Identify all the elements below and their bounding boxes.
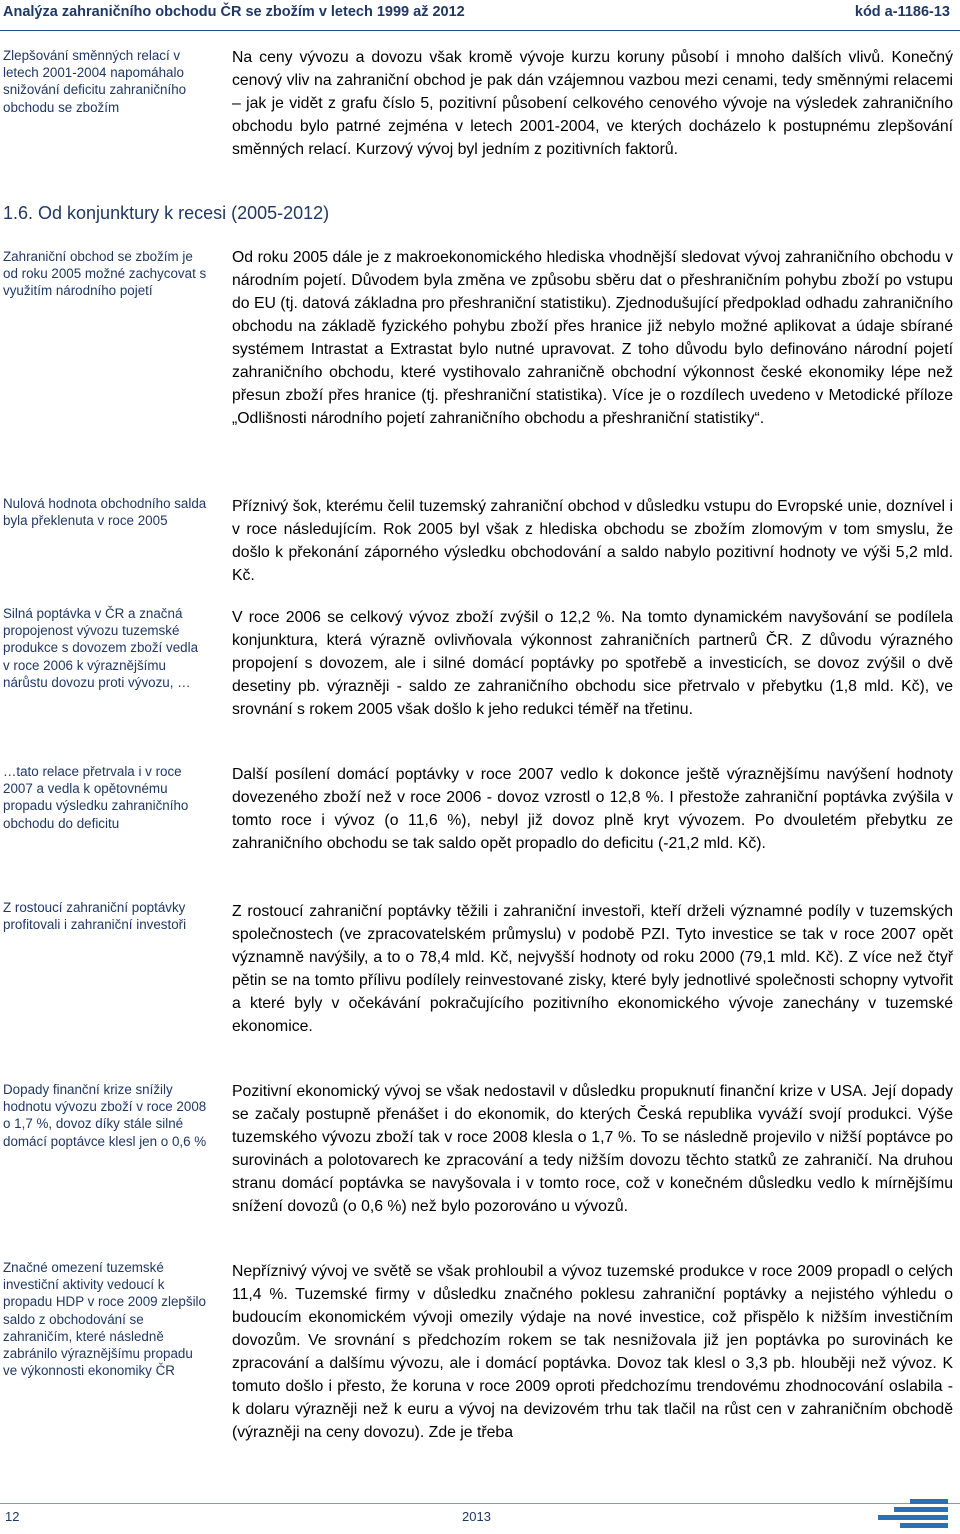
page-number: 12 (5, 1509, 20, 1524)
margin-note: Zahraniční obchod se zbožím je od roku 2005 možné zachycovat s využitím národního pojetí (3, 249, 207, 299)
body-paragraph: Od roku 2005 dále je z makroekonomického hlediska vhodnější sledovat vývoj zahraničního obchodu v národním pojetí. Důvodem byla změna ve způsobu sběru dat o přeshraničním pohybu zboží po vstupu do EU (tj. datová základna pro přeshraniční statistiku). Zjednodušující předpoklad odhadu zahraničního obchodu na základě fyzického pohybu zboží přes hranice již nebylo možné aplikovat a údaje sbírané systémem Intrastat a Extrastat bylo nutné upravovat. Z toho důvodu bylo definováno národní pojetí zahraničního obchodu, které vystihovalo zahraničně obchodní výkonnost české ekonomiky lépe než přesun zboží přes hranice (tj. přeshraniční statistika). Více je o rozdílech uvedeno v Metodické příloze „Odlišnosti národního pojetí zahraničního obchodu a přeshraniční statistiky“. (232, 249, 953, 427)
document-code: kód a-1186-13 (854, 4, 950, 20)
body-paragraph: Další posílení domácí poptávky v roce 2007 vedlo k dokonce ještě výraznějšímu navýšení hodnoty dovezeného zboží než v roce 2006 - dovoz vzrostl o 12,8 %. I přestože zahraniční poptávka zvýšila v tomto roce i vývoz (o 11,6 %), nebyl již dovoz plně kryt vývozem. Po dvouletém přebytku ze zahraničního obchodu se tak saldo opět propadlo do deficitu (-21,2 mld. Kč). (232, 766, 953, 852)
body-paragraph: V roce 2006 se celkový vývoz zboží zvýšil o 12,2 %. Na tomto dynamickém navyšování se podílela konjunktura, která výrazně ovlivňovala výkonnost zahraničních partnerů ČR. Z důvodu výrazného propojení s dovozem, ale i silné domácí poptávky po spotřebě a investicích, se dovoz zvýšil o dvě desetiny pb. výrazněji - saldo ze zahraničního obchodu sice přetrvalo v přebytku (1,8 mld. Kč), ve srovnání s rokem 2005 však došlo k jeho redukci téměř na třetinu. (232, 609, 953, 718)
page-footer (0, 1503, 960, 1534)
body-paragraph: Pozitivní ekonomický vývoj se však nedostavil v důsledku propuknutí finanční krize v USA. Její dopady se začaly postupně přenášet i do ekonomik, do kterých Česká republika vyváží svojí produkci. Výše tuzemského vývozu zboží tak v roce 2008 klesla o 1,7 %. To se následně projevilo v nižší poptávce po surovinách a polotovarech ke zpracování a tedy nižším dovozu těchto statků ze zahraničí. Na druhou stranu domácí poptávka se navyšovala i v tomto roce, což v konečném důsledku vedlo k mírnějšímu snížení dovozů (o 0,6 %) než bylo pozorováno u vývozů. (232, 1083, 953, 1215)
margin-note: Z rostoucí zahraniční poptávky profitovali i zahraniční investoři (3, 900, 187, 933)
margin-note: …tato relace přetrvala i v roce 2007 a vedla k opětovnému propadu výsledku zahraničního obchodu do deficitu (3, 764, 189, 831)
body-paragraph: Příznivý šok, kterému čelil tuzemský zahraniční obchod v důsledku vstupu do Evropské unie, doznível i v roce následujícím. Rok 2005 byl však z hlediska obchodu se zbožím zlomovým v tom smyslu, že došlo k překonání záporného výsledku obchodování a saldo nabylo pozitivní hodnoty ve výši 5,2 mld. Kč. (232, 498, 953, 584)
logo-bar (878, 1515, 948, 1520)
document-title: Analýza zahraničního obchodu ČR se zbožím v letech 1999 až 2012 (3, 4, 465, 20)
statistics-logo-icon (870, 1497, 950, 1529)
section-heading: 1.6. Od konjunktury k recesi (2005-2012) (3, 203, 330, 223)
logo-bar (900, 1523, 948, 1528)
margin-note: Nulová hodnota obchodního salda byla překlenuta v roce 2005 (3, 496, 207, 529)
margin-note: Dopady finanční krize snížily hodnotu vývozu zboží v roce 2008 o 1,7 %, dovoz díky stále silné domácí poptávce klesl jen o 0,6 % (3, 1082, 207, 1149)
logo-bar (894, 1507, 948, 1512)
footer-year: 2013 (462, 1509, 491, 1524)
logo-bar (910, 1499, 948, 1504)
margin-note: Silná poptávka v ČR a značná propojenost vývozu tuzemské produkce s dovozem zboží vedla v roce 2006 k výraznějšímu nárůstu dovozu proti vývozu, … (3, 606, 199, 690)
margin-note: Značné omezení tuzemské investiční aktivity vedoucí k propadu HDP v roce 2009 zlepšilo saldo z obchodování se zahraničím, které následně zabránilo výraznějšímu propadu ve výkonnosti ekonomiky ČR (3, 1260, 206, 1379)
margin-note: Zlepšování směnných relací v letech 2001-2004 napomáhalo snižování deficitu zahraničního obchodu se zbožím (3, 48, 187, 115)
body-paragraph: Na ceny vývozu a dovozu však kromě vývoje kurzu koruny působí i mnoho dalších vlivů. Konečný cenový vliv na zahraniční obchod je pak dán vzájemnou vazbou mezi cenami, tedy směnnými relacemi – jak je vidět z grafu číslo 5, pozitivní působení celkového cenového vývoje na výsledek zahraničního obchodu bylo patrné zejména v letech 2001-2004, ve kterých docházelo k postupnému zlepšování směnných relací. Kurzový vývoj byl jedním z pozitivních faktorů. (232, 49, 953, 158)
page-header (0, 0, 960, 31)
body-paragraph: Z rostoucí zahraniční poptávky těžili i zahraniční investoři, kteří drželi významné podíly v tuzemských společnostech (ve zpracovatelském průmyslu) v podobě PZI. Tyto investice se tak v roce 2007 opět významně navýšily, a to o 78,4 mld. Kč, nejvyšší hodnoty od roku 2000 (79,1 mld. Kč). Z více než čtyř pětin se na tomto přílivu podílely reinvestované zisky, které byly jednotlivé společnosti schopny vytvořit a které byly v očekávání pokračujícího pozitivního ekonomického vývoje zanechány v tuzemské ekonomice. (232, 903, 953, 1035)
body-paragraph: Nepříznivý vývoj ve světě se však prohloubil a vývoz tuzemské produkce v roce 2009 propadl o celých 11,4 %. Tuzemské firmy v důsledku značného poklesu zahraniční poptávky a nejistého výhledu o budoucím ekonomickém vývoji omezily výdaje na nové investice, což přispělo k nižším investičním dovozům. Ve srovnání s předchozím rokem se tak nesnižovala již jen poptávka po surovinách ke zpracování a dalšímu vývozu, ale i domácí poptávka. Dovoz tak klesl o 3,3 pb. hlouběji než vývoz. K tomuto došlo i přesto, že koruna v roce 2009 oproti předchozímu trendovému zhodnocování oslabila - k dolaru výrazněji než k euru a vývoj na devizovém trhu tak tlačil na růst cen v zahraničním obchodě (výrazněji na ceny dovozu). Zde je třeba (232, 1263, 953, 1441)
